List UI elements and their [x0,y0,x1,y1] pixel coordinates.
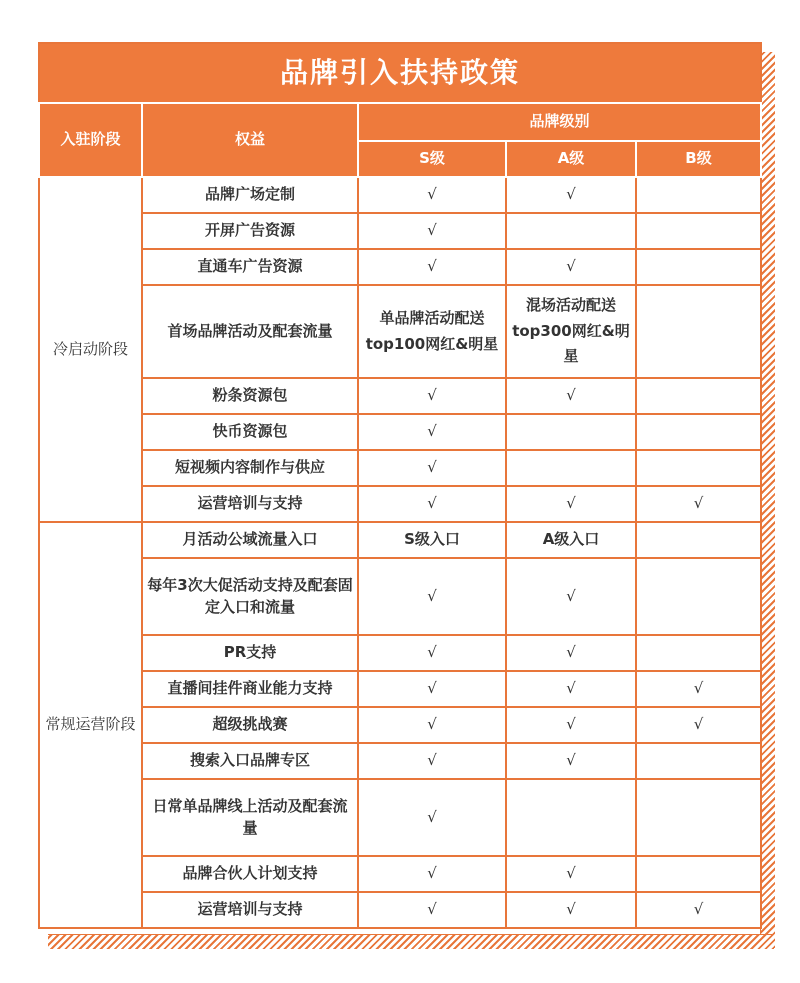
level-b-cell: √ [636,671,761,707]
level-s-cell: √ [358,414,506,450]
benefit-cell: 搜索入口品牌专区 [142,743,358,779]
level-s-cell: √ [358,856,506,892]
benefit-cell: 品牌广场定制 [142,177,358,213]
level-b-cell [636,743,761,779]
level-a-cell: √ [506,378,636,414]
benefit-cell: 开屏广告资源 [142,213,358,249]
level-s-cell: √ [358,177,506,213]
benefit-cell: 直播间挂件商业能力支持 [142,671,358,707]
level-b-cell [636,450,761,486]
level-b-cell: √ [636,486,761,522]
table-row [39,249,761,285]
table-row [39,743,761,779]
benefit-cell: 短视频内容制作与供应 [142,450,358,486]
header-benefit: 权益 [142,103,358,177]
level-a-cell: √ [506,486,636,522]
level-s-cell: √ [358,213,506,249]
benefit-cell: PR支持 [142,635,358,671]
level-a-cell: √ [506,558,636,635]
level-s-cell: √ [358,743,506,779]
level-s-cell: √ [358,450,506,486]
level-a-cell [506,779,636,856]
table-row [39,378,761,414]
table-row [39,856,761,892]
stage-cell: 冷启动阶段 [39,177,142,522]
table-title: 品牌引入扶持政策 [39,43,761,103]
level-b-cell [636,177,761,213]
level-b-cell [636,249,761,285]
stage-cell: 常规运营阶段 [39,522,142,928]
table-row [39,285,761,378]
level-b-cell [636,522,761,558]
table-row [39,707,761,743]
header-level-s: S级 [358,141,506,177]
level-a-cell: √ [506,743,636,779]
table-row [39,177,761,213]
level-b-cell: √ [636,707,761,743]
level-s-cell: 单品牌活动配送top100网红&明星 [358,285,506,378]
table-row [39,635,761,671]
level-s-cell: √ [358,707,506,743]
benefit-cell: 粉条资源包 [142,378,358,414]
level-s-cell: √ [358,486,506,522]
table-row [39,414,761,450]
level-b-cell [636,635,761,671]
benefit-cell: 首场品牌活动及配套流量 [142,285,358,378]
table-row [39,558,761,635]
level-b-cell [636,558,761,635]
level-s-cell: S级入口 [358,522,506,558]
header-level-b: B级 [636,141,761,177]
benefit-cell: 月活动公域流量入口 [142,522,358,558]
level-a-cell [506,450,636,486]
policy-card [38,42,760,934]
header-stage: 入驻阶段 [39,103,142,177]
level-b-cell [636,414,761,450]
table-row [39,450,761,486]
header-brand-level: 品牌级别 [358,103,761,141]
level-b-cell [636,213,761,249]
level-a-cell: √ [506,707,636,743]
benefit-cell: 每年3次大促活动支持及配套固定入口和流量 [142,558,358,635]
level-b-cell [636,285,761,378]
decorative-hatch-right [760,52,775,948]
level-s-cell: √ [358,378,506,414]
level-b-cell [636,779,761,856]
table-row [39,486,761,522]
benefit-cell: 品牌合伙人计划支持 [142,856,358,892]
table-row [39,213,761,249]
level-a-cell [506,414,636,450]
header-level-a: A级 [506,141,636,177]
level-a-cell: √ [506,856,636,892]
benefit-cell: 快币资源包 [142,414,358,450]
level-s-cell: √ [358,779,506,856]
table-row [39,779,761,856]
level-a-cell: √ [506,671,636,707]
level-a-cell [506,213,636,249]
level-s-cell: √ [358,892,506,928]
level-b-cell [636,378,761,414]
level-a-cell: √ [506,177,636,213]
level-a-cell: √ [506,635,636,671]
table-row [39,892,761,928]
level-b-cell [636,856,761,892]
level-a-cell: √ [506,892,636,928]
benefit-cell: 运营培训与支持 [142,486,358,522]
policy-table [38,42,762,929]
level-s-cell: √ [358,635,506,671]
benefit-cell: 直通车广告资源 [142,249,358,285]
level-s-cell: √ [358,671,506,707]
benefit-cell: 运营培训与支持 [142,892,358,928]
level-a-cell: 混场活动配送top300网红&明星 [506,285,636,378]
level-s-cell: √ [358,249,506,285]
level-a-cell: A级入口 [506,522,636,558]
level-b-cell: √ [636,892,761,928]
decorative-hatch-bottom [48,934,774,949]
benefit-cell: 日常单品牌线上活动及配套流量 [142,779,358,856]
level-a-cell: √ [506,249,636,285]
benefit-cell: 超级挑战赛 [142,707,358,743]
level-s-cell: √ [358,558,506,635]
table-row [39,522,761,558]
table-row [39,671,761,707]
